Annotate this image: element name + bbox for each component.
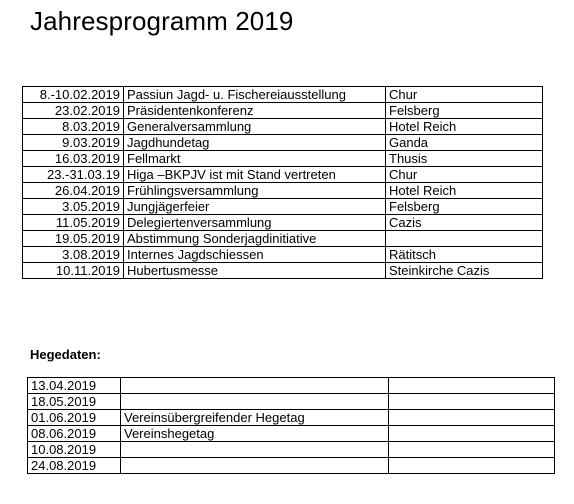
hege-row-extra-cell <box>389 442 555 458</box>
program-row-location-cell: Felsberg <box>386 199 543 215</box>
program-row-location-cell: Hotel Reich <box>386 119 543 135</box>
program-row <box>23 119 543 135</box>
hege-row-extra-cell <box>389 378 555 394</box>
program-row <box>23 103 543 119</box>
program-row-event-cell: Präsidentenkonferenz <box>124 103 386 119</box>
program-row-location-cell: Felsberg <box>386 103 543 119</box>
hege-row-event-cell: Vereinshegetag <box>121 426 389 442</box>
hege-row <box>28 378 555 394</box>
hege-row-extra-cell <box>389 458 555 474</box>
hege-row <box>28 394 555 410</box>
hege-row-event-cell <box>121 394 389 410</box>
program-row-date-cell: 16.03.2019 <box>23 151 124 167</box>
program-row-event-cell: Abstimmung Sonderjagdinitiative <box>124 231 386 247</box>
hege-row-extra-cell <box>389 426 555 442</box>
hege-row-event-cell <box>121 378 389 394</box>
program-row-date-cell: 11.05.2019 <box>23 215 124 231</box>
hege-row <box>28 426 555 442</box>
program-row-location-cell: Chur <box>386 87 543 103</box>
program-table <box>22 86 543 279</box>
program-row-location-cell: Rätitsch <box>386 247 543 263</box>
program-row-event-cell: Hubertusmesse <box>124 263 386 279</box>
program-row-date-cell: 19.05.2019 <box>23 231 124 247</box>
program-row <box>23 263 543 279</box>
hege-row-extra-cell <box>389 394 555 410</box>
program-row-location-cell: Thusis <box>386 151 543 167</box>
page-title: Jahresprogramm 2019 <box>30 6 294 36</box>
hege-label: Hegedaten: <box>30 347 101 362</box>
program-row-event-cell: Delegiertenversammlung <box>124 215 386 231</box>
program-row-location-cell: Cazis <box>386 215 543 231</box>
program-row-event-cell: Jagdhundetag <box>124 135 386 151</box>
hege-row-date-cell: 24.08.2019 <box>28 458 121 474</box>
program-row-location-cell: Chur <box>386 167 543 183</box>
program-row <box>23 87 543 103</box>
program-row-location-cell: Ganda <box>386 135 543 151</box>
program-row-event-cell: Higa –BKPJV ist mit Stand vertreten <box>124 167 386 183</box>
program-row <box>23 135 543 151</box>
program-row <box>23 183 543 199</box>
hege-row-date-cell: 10.08.2019 <box>28 442 121 458</box>
program-table-body <box>23 87 543 279</box>
program-row-event-cell: Jungjägerfeier <box>124 199 386 215</box>
program-row-location-cell: Steinkirche Cazis <box>386 263 543 279</box>
hege-table <box>27 377 555 474</box>
hege-row-date-cell: 01.06.2019 <box>28 410 121 426</box>
hege-row-date-cell: 13.04.2019 <box>28 378 121 394</box>
program-row-location-cell <box>386 231 543 247</box>
program-row-date-cell: 26.04.2019 <box>23 183 124 199</box>
hege-row-event-cell <box>121 442 389 458</box>
program-row-event-cell: Internes Jagdschiessen <box>124 247 386 263</box>
hege-row-date-cell: 08.06.2019 <box>28 426 121 442</box>
program-row <box>23 231 543 247</box>
program-row-date-cell: 8.03.2019 <box>23 119 124 135</box>
program-row <box>23 167 543 183</box>
hege-table-body <box>28 378 555 474</box>
program-row-date-cell: 9.03.2019 <box>23 135 124 151</box>
program-row <box>23 151 543 167</box>
program-row <box>23 215 543 231</box>
program-row-date-cell: 3.08.2019 <box>23 247 124 263</box>
hege-row-event-cell: Vereinsübergreifender Hegetag <box>121 410 389 426</box>
hege-row-event-cell <box>121 458 389 474</box>
hege-row <box>28 442 555 458</box>
program-row-date-cell: 23.02.2019 <box>23 103 124 119</box>
program-row <box>23 199 543 215</box>
program-row-location-cell: Hotel Reich <box>386 183 543 199</box>
hege-row-date-cell: 18.05.2019 <box>28 394 121 410</box>
program-row <box>23 247 543 263</box>
hege-row <box>28 458 555 474</box>
hege-row-extra-cell <box>389 410 555 426</box>
program-row-date-cell: 23.-31.03.19 <box>23 167 124 183</box>
program-row-date-cell: 3.05.2019 <box>23 199 124 215</box>
program-row-event-cell: Passiun Jagd- u. Fischereiausstellung <box>124 87 386 103</box>
program-row-event-cell: Frühlingsversammlung <box>124 183 386 199</box>
program-row-date-cell: 8.-10.02.2019 <box>23 87 124 103</box>
hege-row <box>28 410 555 426</box>
program-row-date-cell: 10.11.2019 <box>23 263 124 279</box>
program-row-event-cell: Generalversammlung <box>124 119 386 135</box>
program-row-event-cell: Fellmarkt <box>124 151 386 167</box>
